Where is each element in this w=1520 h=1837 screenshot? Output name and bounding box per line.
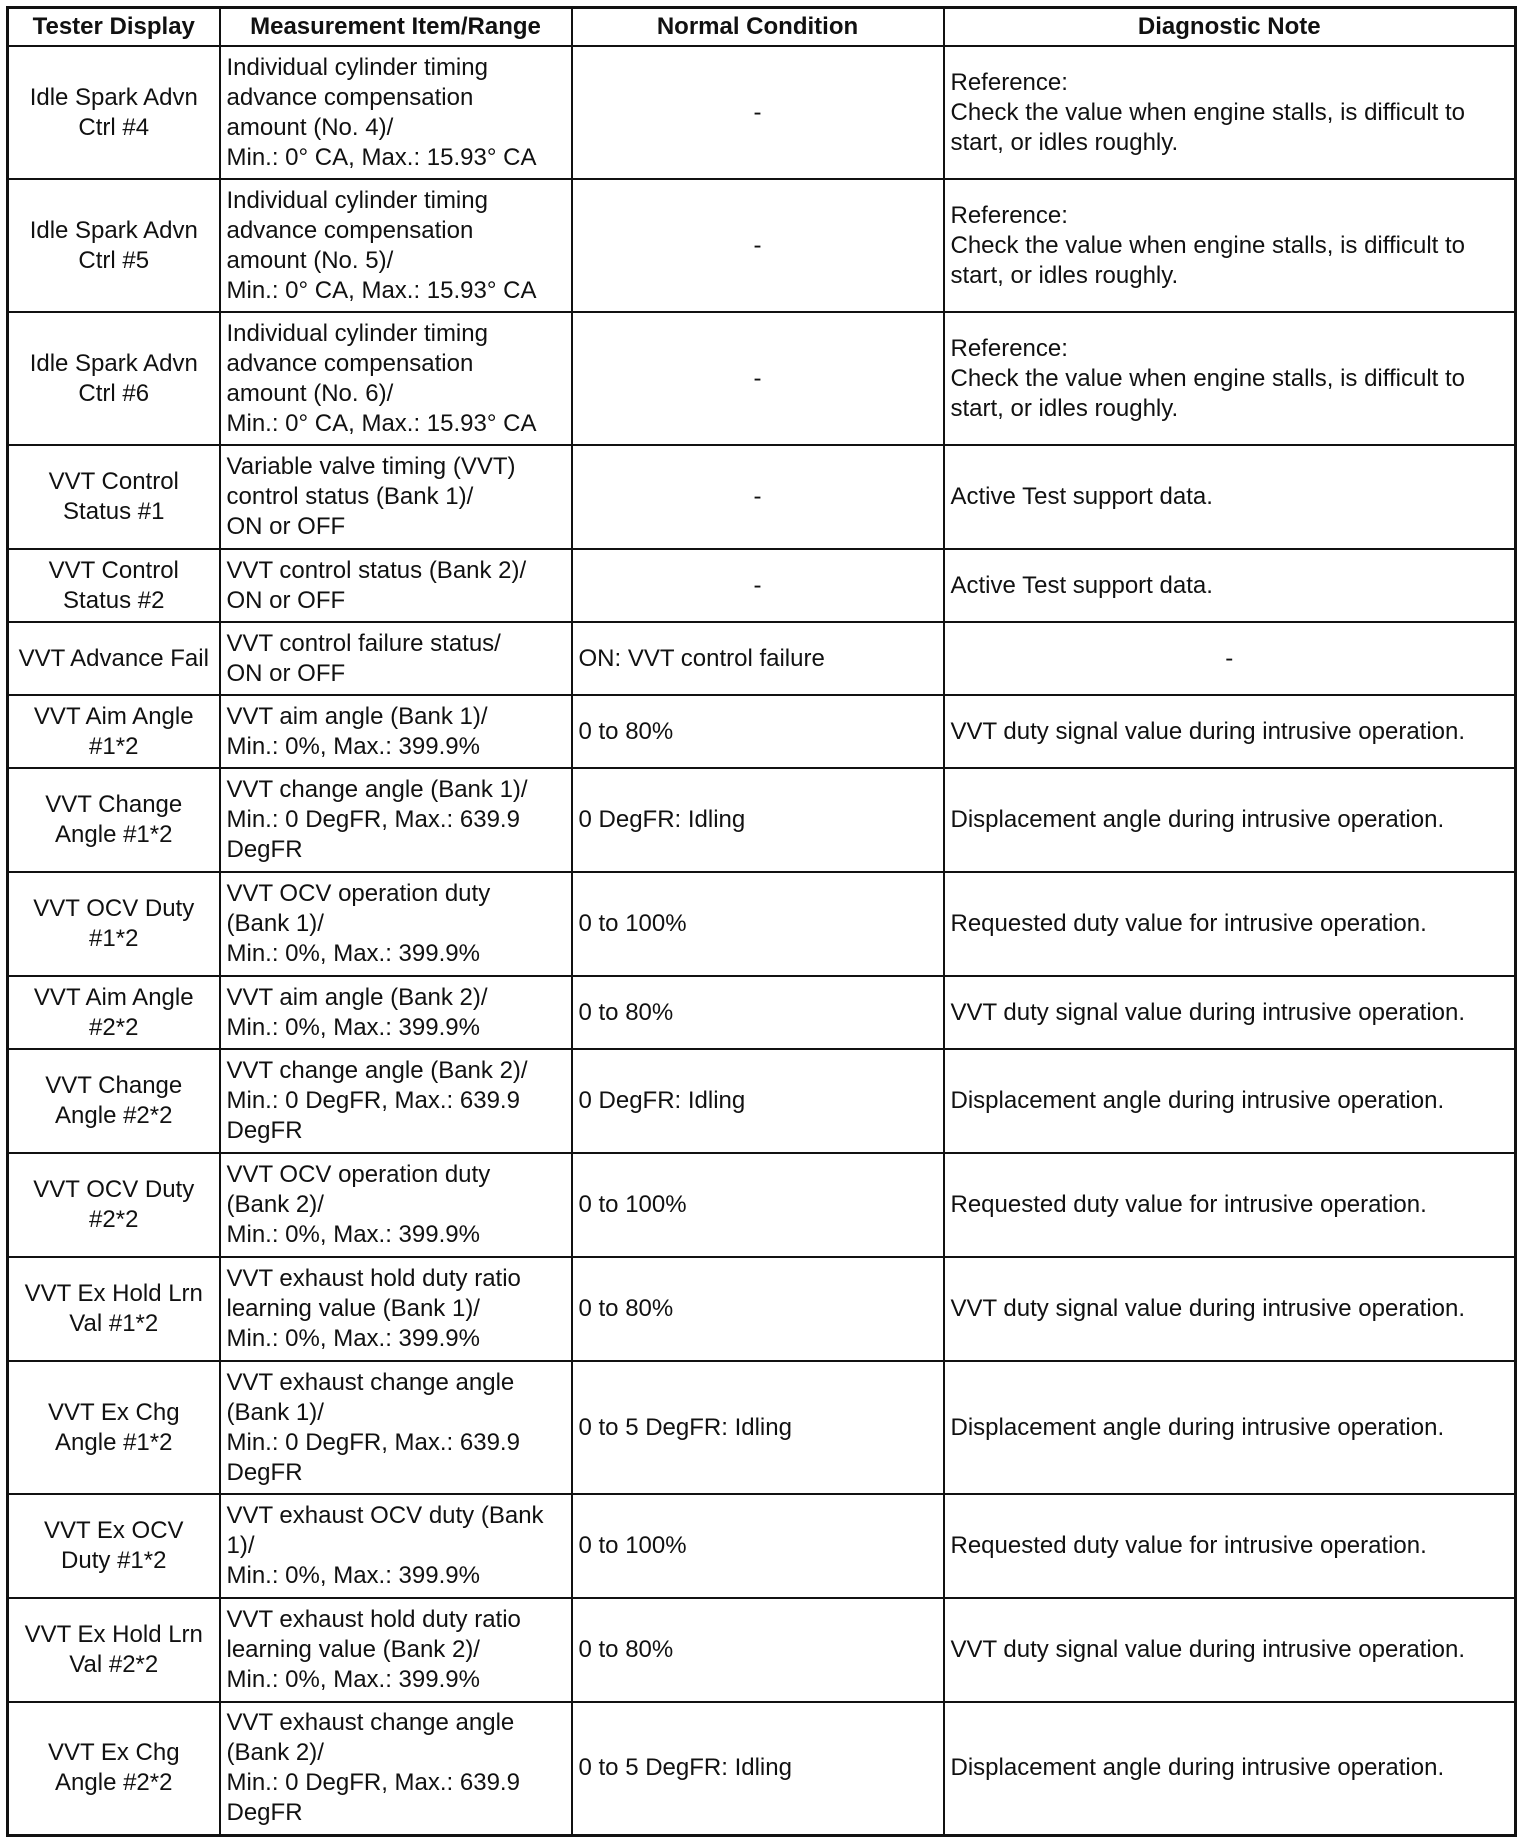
tester-display-cell: VVT Advance Fail [8, 622, 220, 695]
diagnostic-note-cell: Active Test support data. [944, 549, 1516, 622]
normal-condition-cell: 0 to 80% [572, 695, 944, 768]
diagnostic-note-cell: VVT duty signal value during intrusive operation. [944, 1257, 1516, 1361]
table-row [8, 1153, 1516, 1257]
tester-display-cell: Idle Spark Advn Ctrl #4 [8, 46, 220, 179]
normal-condition-cell: 0 DegFR: Idling [572, 768, 944, 872]
normal-condition-cell: 0 to 100% [572, 872, 944, 976]
header-diagnostic-note: Diagnostic Note [944, 8, 1516, 47]
tester-display-cell: Idle Spark Advn Ctrl #5 [8, 179, 220, 312]
tester-display-cell: VVT Change Angle #2*2 [8, 1049, 220, 1153]
table-row [8, 1049, 1516, 1153]
diagnostic-note-cell: Reference: Check the value when engine stalls, is difficult to start, or idles roughly. [944, 312, 1516, 445]
diagnostic-note-cell: Displacement angle during intrusive operation. [944, 1702, 1516, 1835]
header-measurement-item: Measurement Item/Range [220, 8, 572, 47]
tester-display-cell: VVT Ex Hold Lrn Val #2*2 [8, 1598, 220, 1702]
data-list-table [6, 6, 1517, 1837]
header-normal-condition: Normal Condition [572, 8, 944, 47]
table-row [8, 768, 1516, 872]
normal-condition-cell: 0 to 80% [572, 1257, 944, 1361]
normal-condition-cell: 0 DegFR: Idling [572, 1049, 944, 1153]
tester-display-cell: VVT Aim Angle #2*2 [8, 976, 220, 1049]
table-row [8, 1257, 1516, 1361]
table-row [8, 46, 1516, 179]
measurement-item-cell: VVT exhaust change angle (Bank 2)/ Min.: 0 DegFR, Max.: 639.9 DegFR [220, 1702, 572, 1835]
diagnostic-note-cell: Requested duty value for intrusive operation. [944, 1153, 1516, 1257]
measurement-item-cell: VVT change angle (Bank 2)/ Min.: 0 DegFR, Max.: 639.9 DegFR [220, 1049, 572, 1153]
diagnostic-note-cell: Displacement angle during intrusive operation. [944, 1361, 1516, 1494]
header-row [8, 8, 1516, 47]
diagnostic-note-cell: Requested duty value for intrusive operation. [944, 872, 1516, 976]
tester-display-cell: VVT OCV Duty #2*2 [8, 1153, 220, 1257]
tester-display-cell: VVT Ex Hold Lrn Val #1*2 [8, 1257, 220, 1361]
diagnostic-note-cell: VVT duty signal value during intrusive operation. [944, 976, 1516, 1049]
table-row [8, 549, 1516, 622]
table-row [8, 1361, 1516, 1494]
normal-condition-cell: 0 to 5 DegFR: Idling [572, 1702, 944, 1835]
table-row [8, 1494, 1516, 1598]
table-row [8, 445, 1516, 549]
measurement-item-cell: VVT control failure status/ ON or OFF [220, 622, 572, 695]
diagnostic-note-cell: Reference: Check the value when engine stalls, is difficult to start, or idles roughly. [944, 46, 1516, 179]
measurement-item-cell: Variable valve timing (VVT) control status (Bank 1)/ ON or OFF [220, 445, 572, 549]
tester-display-cell: VVT OCV Duty #1*2 [8, 872, 220, 976]
normal-condition-cell: - [572, 179, 944, 312]
measurement-item-cell: VVT exhaust hold duty ratio learning value (Bank 1)/ Min.: 0%, Max.: 399.9% [220, 1257, 572, 1361]
normal-condition-cell: 0 to 100% [572, 1494, 944, 1598]
measurement-item-cell: Individual cylinder timing advance compensation amount (No. 6)/ Min.: 0° CA, Max.: 15.93° CA [220, 312, 572, 445]
measurement-item-cell: VVT exhaust OCV duty (Bank 1)/ Min.: 0%, Max.: 399.9% [220, 1494, 572, 1598]
diagnostic-note-cell: VVT duty signal value during intrusive operation. [944, 695, 1516, 768]
table-row [8, 1702, 1516, 1835]
normal-condition-cell: 0 to 5 DegFR: Idling [572, 1361, 944, 1494]
table-row [8, 872, 1516, 976]
diagnostic-note-cell: VVT duty signal value during intrusive operation. [944, 1598, 1516, 1702]
measurement-item-cell: VVT aim angle (Bank 2)/ Min.: 0%, Max.: 399.9% [220, 976, 572, 1049]
measurement-item-cell: VVT control status (Bank 2)/ ON or OFF [220, 549, 572, 622]
measurement-item-cell: VVT aim angle (Bank 1)/ Min.: 0%, Max.: 399.9% [220, 695, 572, 768]
normal-condition-cell: - [572, 46, 944, 179]
diagnostic-note-cell: Requested duty value for intrusive operation. [944, 1494, 1516, 1598]
tester-display-cell: VVT Ex OCV Duty #1*2 [8, 1494, 220, 1598]
normal-condition-cell: 0 to 80% [572, 1598, 944, 1702]
normal-condition-cell: 0 to 100% [572, 1153, 944, 1257]
header-tester-display: Tester Display [8, 8, 220, 47]
tester-display-cell: VVT Control Status #2 [8, 549, 220, 622]
measurement-item-cell: VVT change angle (Bank 1)/ Min.: 0 DegFR, Max.: 639.9 DegFR [220, 768, 572, 872]
tester-display-cell: VVT Control Status #1 [8, 445, 220, 549]
tester-display-cell: VVT Ex Chg Angle #2*2 [8, 1702, 220, 1835]
measurement-item-cell: VVT OCV operation duty (Bank 1)/ Min.: 0%, Max.: 399.9% [220, 872, 572, 976]
diagnostic-note-cell: Displacement angle during intrusive operation. [944, 1049, 1516, 1153]
table-row [8, 179, 1516, 312]
normal-condition-cell: - [572, 445, 944, 549]
table-row [8, 695, 1516, 768]
measurement-item-cell: VVT exhaust change angle (Bank 1)/ Min.: 0 DegFR, Max.: 639.9 DegFR [220, 1361, 572, 1494]
normal-condition-cell: ON: VVT control failure [572, 622, 944, 695]
tester-display-cell: VVT Aim Angle #1*2 [8, 695, 220, 768]
normal-condition-cell: - [572, 312, 944, 445]
diagnostic-note-cell: - [944, 622, 1516, 695]
table-row [8, 976, 1516, 1049]
diagnostic-note-cell: Reference: Check the value when engine stalls, is difficult to start, or idles roughly. [944, 179, 1516, 312]
table-row [8, 622, 1516, 695]
tester-display-cell: VVT Change Angle #1*2 [8, 768, 220, 872]
normal-condition-cell: 0 to 80% [572, 976, 944, 1049]
measurement-item-cell: VVT exhaust hold duty ratio learning value (Bank 2)/ Min.: 0%, Max.: 399.9% [220, 1598, 572, 1702]
measurement-item-cell: Individual cylinder timing advance compensation amount (No. 5)/ Min.: 0° CA, Max.: 15.93° CA [220, 179, 572, 312]
normal-condition-cell: - [572, 549, 944, 622]
table-row [8, 1598, 1516, 1702]
table-row [8, 312, 1516, 445]
tester-display-cell: Idle Spark Advn Ctrl #6 [8, 312, 220, 445]
diagnostic-note-cell: Active Test support data. [944, 445, 1516, 549]
tester-display-cell: VVT Ex Chg Angle #1*2 [8, 1361, 220, 1494]
diagnostic-note-cell: Displacement angle during intrusive operation. [944, 768, 1516, 872]
measurement-item-cell: VVT OCV operation duty (Bank 2)/ Min.: 0%, Max.: 399.9% [220, 1153, 572, 1257]
measurement-item-cell: Individual cylinder timing advance compensation amount (No. 4)/ Min.: 0° CA, Max.: 15.93° CA [220, 46, 572, 179]
